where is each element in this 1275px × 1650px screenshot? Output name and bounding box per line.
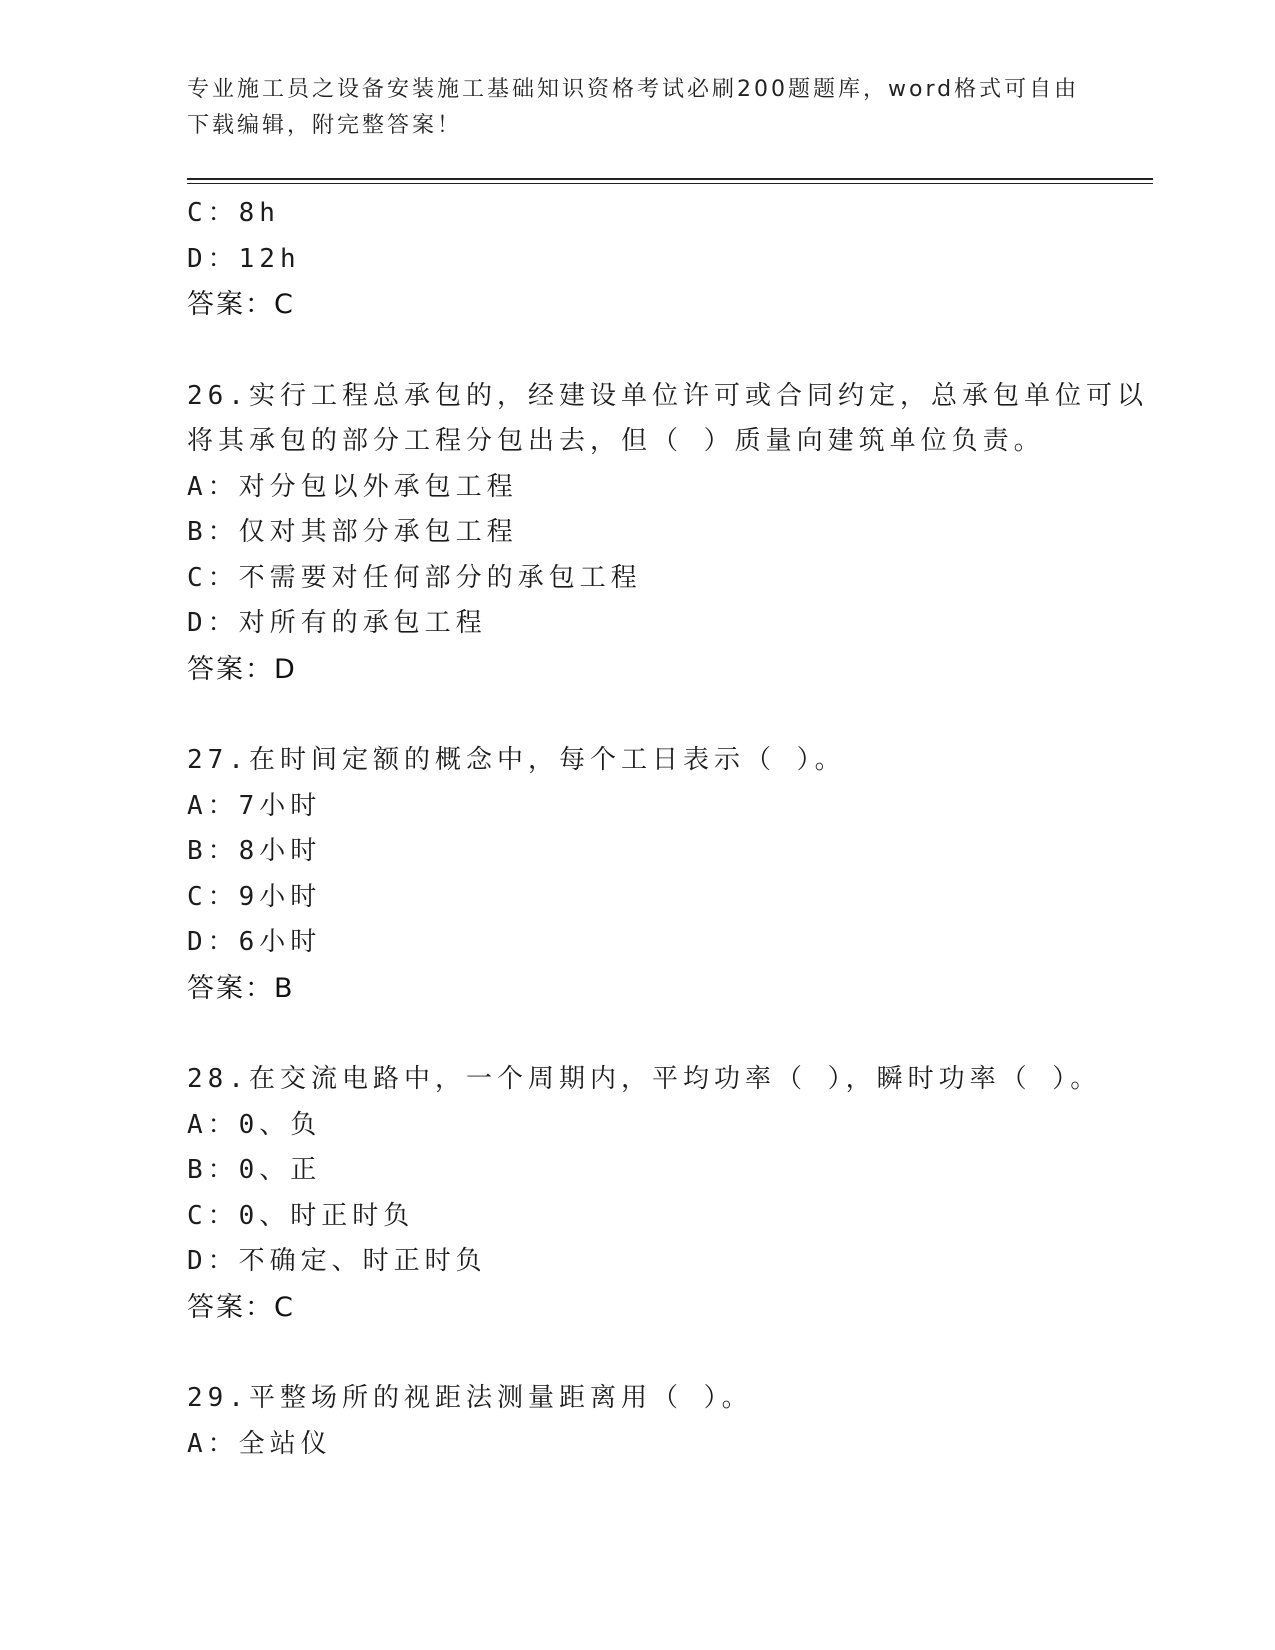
option-d: D：对所有的承包工程: [187, 608, 487, 638]
option-a: A：对分包以外承包工程: [187, 471, 518, 502]
option-a: A：全站仪: [187, 1428, 332, 1459]
question-stem-continued: 将其承包的部分工程分包出去，但（ ）质量向建筑单位负责。: [187, 426, 1045, 456]
question-stem: 27.在时间定额的概念中，每个工日表示（ ）。: [187, 745, 846, 775]
option-c: C：不需要对任何部分的承包工程: [187, 562, 642, 593]
spacer: [187, 1011, 1147, 1057]
question-28: [187, 1057, 1147, 1330]
question-26: [187, 374, 1147, 693]
option-b: B：8小时: [187, 836, 322, 866]
question-stem: 26.实行工程总承包的，经建设单位许可或合同约定，总承包单位可以: [187, 380, 1148, 411]
option-c: C：0、时正时负: [187, 1200, 415, 1231]
option-c: C：9小时: [187, 881, 322, 912]
answer: 答案：C: [187, 1291, 295, 1323]
header-line-2: 下载编辑，附完整答案！: [187, 113, 463, 138]
spacer: [187, 328, 1147, 374]
option-d: D：12h: [187, 243, 301, 274]
option-c: C：8h: [187, 198, 280, 228]
spacer: [187, 1330, 1147, 1376]
option-b: B：0、正: [187, 1155, 322, 1185]
answer: 答案：D: [187, 653, 297, 685]
question-29: [187, 1376, 1147, 1467]
question-stem: 29.平整场所的视距法测量距离用（ ）。: [187, 1383, 753, 1413]
header-line-1: 专业施工员之设备安装施工基础知识资格考试必刷200题题库，word格式可自由: [187, 77, 1080, 102]
question-list: [187, 191, 1147, 1467]
question-25-tail: [187, 191, 1147, 328]
document-header: [187, 72, 1087, 144]
option-d: D：6小时: [187, 927, 322, 957]
option-a: A：0、负: [187, 1109, 322, 1140]
option-d: D：不确定、时正时负: [187, 1246, 487, 1276]
option-b: B：仅对其部分承包工程: [187, 517, 518, 547]
spacer: [187, 692, 1147, 738]
header-rule-thick: [187, 178, 1153, 180]
question-27: [187, 738, 1147, 1011]
header-rule-thin: [187, 183, 1153, 184]
option-a: A：7小时: [187, 790, 322, 821]
answer: 答案：C: [187, 289, 295, 320]
question-stem: 28.在交流电路中，一个周期内，平均功率（ ），瞬时功率（ ）。: [187, 1064, 1102, 1094]
answer: 答案：B: [187, 972, 295, 1004]
